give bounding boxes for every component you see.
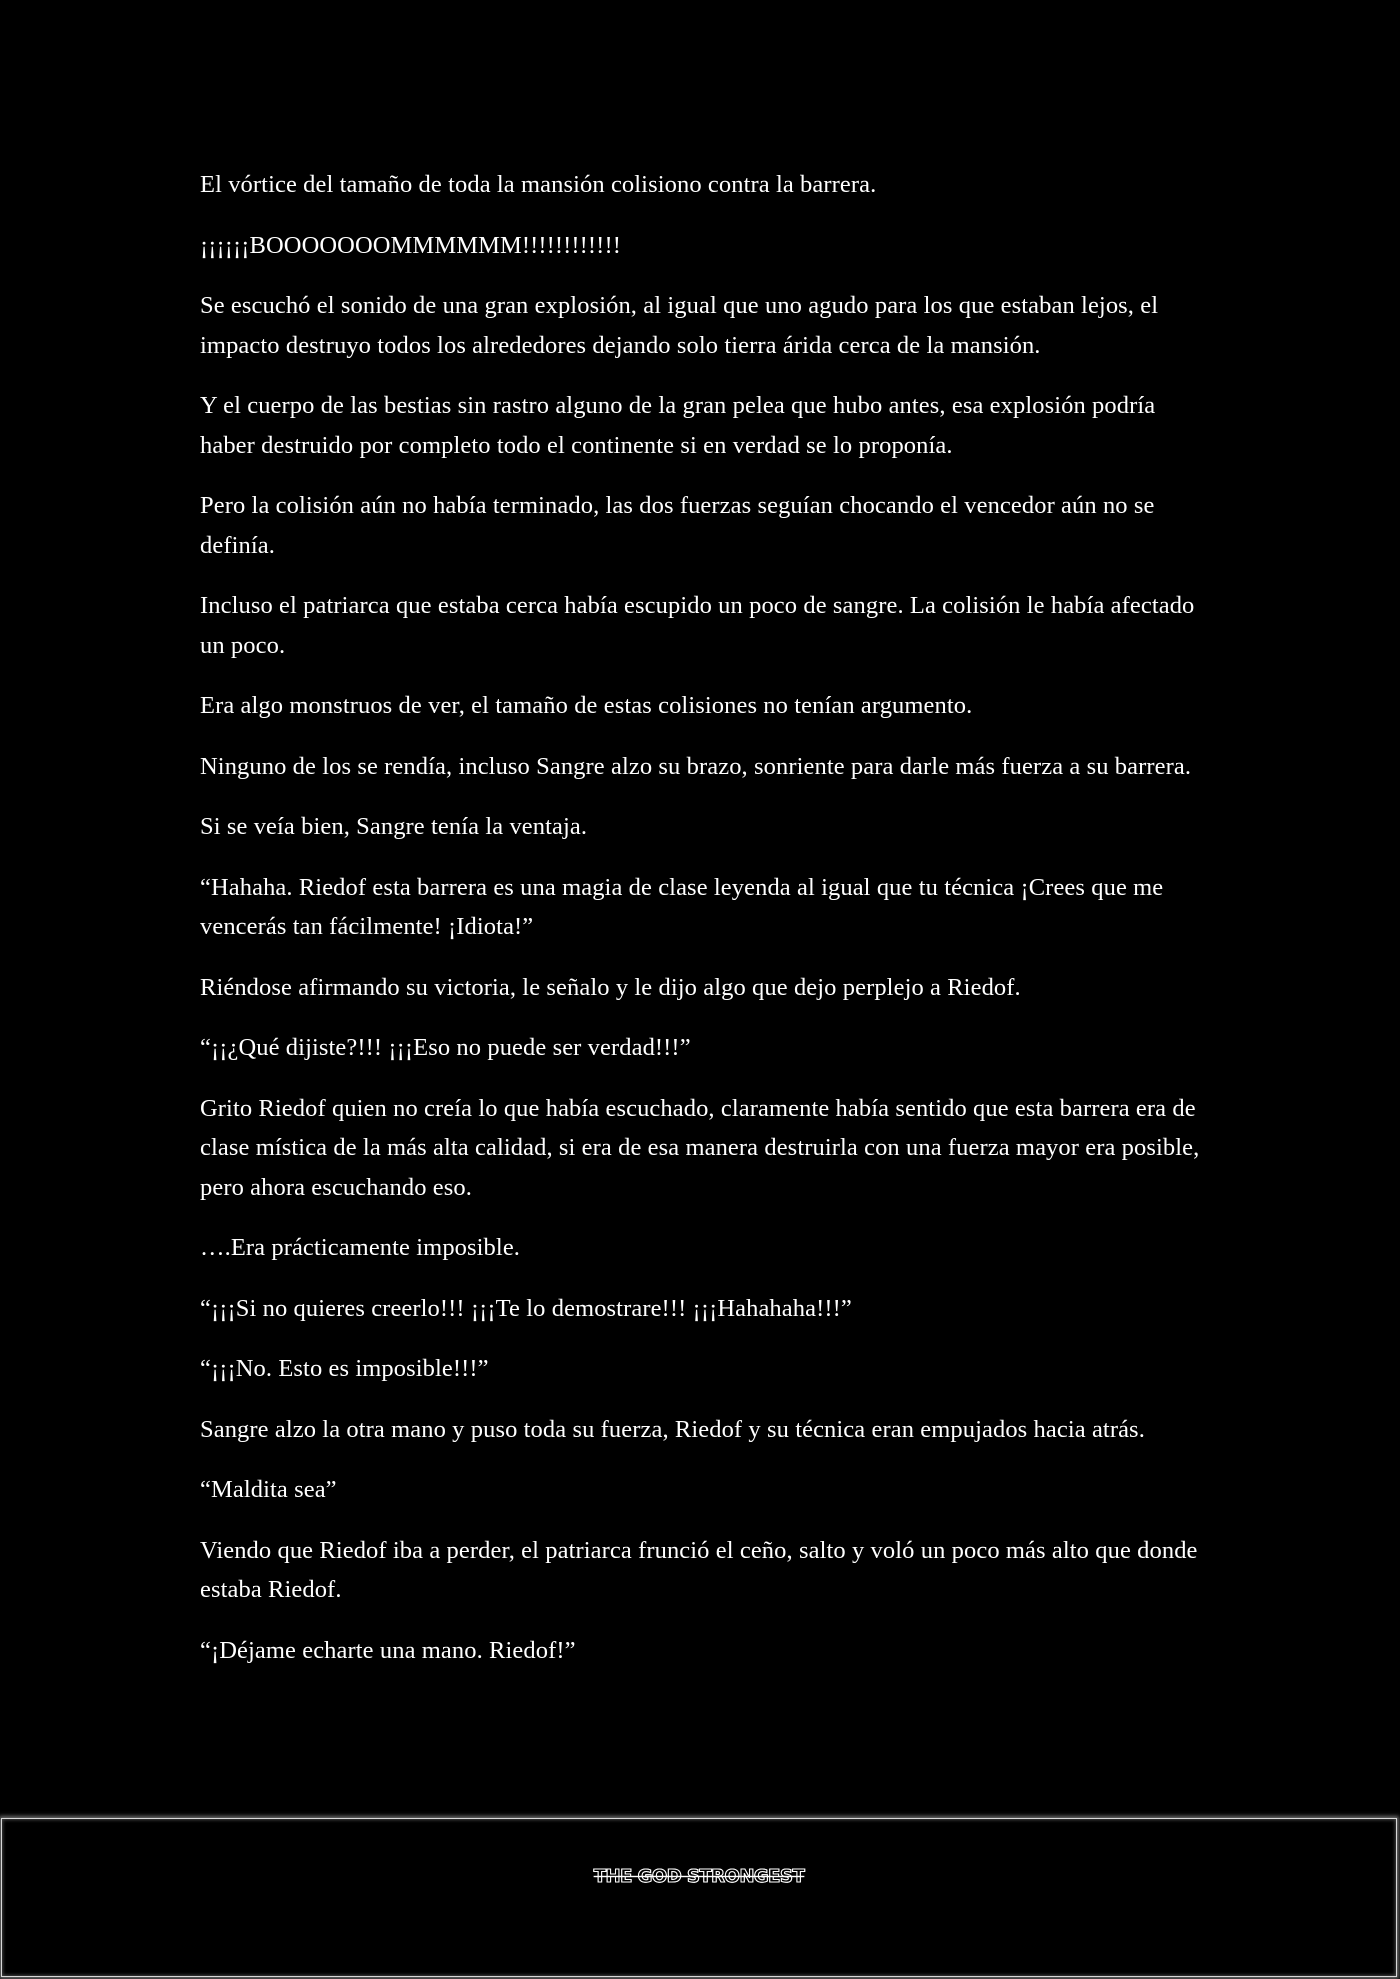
paragraph: Incluso el patriarca que estaba cerca había escupido un poco de sangre. La colisión le había afectado un poco. xyxy=(200,592,1195,659)
story-text xyxy=(200,165,1210,1691)
paragraph: Viendo que Riedof iba a perder, el patriarca frunció el ceño, salto y voló un poco más alto que donde estaba Riedof. xyxy=(200,1536,1198,1603)
paragraph: “Hahaha. Riedof esta barrera es una magia de clase leyenda al igual que tu técnica ¡Crees que me vencerás tan fácilmente! ¡Idiota!” xyxy=(200,873,1164,940)
paragraph: Se escuchó el sonido de una gran explosión, al igual que uno agudo para los que estaban lejos, el impacto destruyo todos los alrededores dejando solo tierra árida cerca de la mansión. xyxy=(200,292,1159,359)
paragraph: Si se veía bien, Sangre tenía la ventaja. xyxy=(200,813,588,840)
footer-banner xyxy=(1,1818,1397,1977)
paragraph: “Maldita sea” xyxy=(200,1476,337,1503)
paragraph: Ninguno de los se rendía, incluso Sangre alzo su brazo, sonriente para darle más fuerza a su barrera. xyxy=(200,752,1192,780)
paragraph: Sangre alzo la otra mano y puso toda su fuerza, Riedof y su técnica eran empujados hacia atrás. xyxy=(200,1415,1145,1443)
paragraph: Pero la colisión aún no había terminado, las dos fuerzas seguían chocando el vencedor aún no se definía. xyxy=(200,492,1155,559)
paragraph: “¡Déjame echarte una mano. Riedof!” xyxy=(200,1636,576,1664)
paragraph: “¡¡¡No. Esto es imposible!!!” xyxy=(200,1355,489,1382)
paragraph: “¡¡¿Qué dijiste?!!! ¡¡¡Eso no puede ser verdad!!!” xyxy=(200,1034,691,1061)
paragraph: Grito Riedof quien no creía lo que había escuchado, claramente había sentido que esta barrera era de clase mística de la más alta calidad, si era de esa manera destruirla con una fuerza mayor era posible, pero ahora escuchando eso. xyxy=(200,1094,1200,1201)
paragraph: Riéndose afirmando su victoria, le señalo y le dijo algo que dejo perplejo a Riedof. xyxy=(200,973,1021,1001)
paragraph: ….Era prácticamente imposible. xyxy=(200,1234,521,1261)
paragraph: Era algo monstruos de ver, el tamaño de estas colisiones no tenían argumento. xyxy=(200,692,973,719)
paragraph: Y el cuerpo de las bestias sin rastro alguno de la gran pelea que hubo antes, esa explosión podría haber destruido por completo todo el continente si en verdad se lo proponía. xyxy=(200,392,1156,459)
paragraph: ¡¡¡¡¡¡BOOOOOOOMMMMMM!!!!!!!!!!!! xyxy=(200,231,621,259)
paragraph: “¡¡¡Si no quieres creerlo!!! ¡¡¡Te lo demostrare!!! ¡¡¡Hahahaha!!!” xyxy=(200,1294,852,1322)
brand-logo-text: THE GOD STRONGEST xyxy=(593,1866,805,1887)
paragraph: El vórtice del tamaño de toda la mansión colisiono contra la barrera. xyxy=(200,171,877,198)
